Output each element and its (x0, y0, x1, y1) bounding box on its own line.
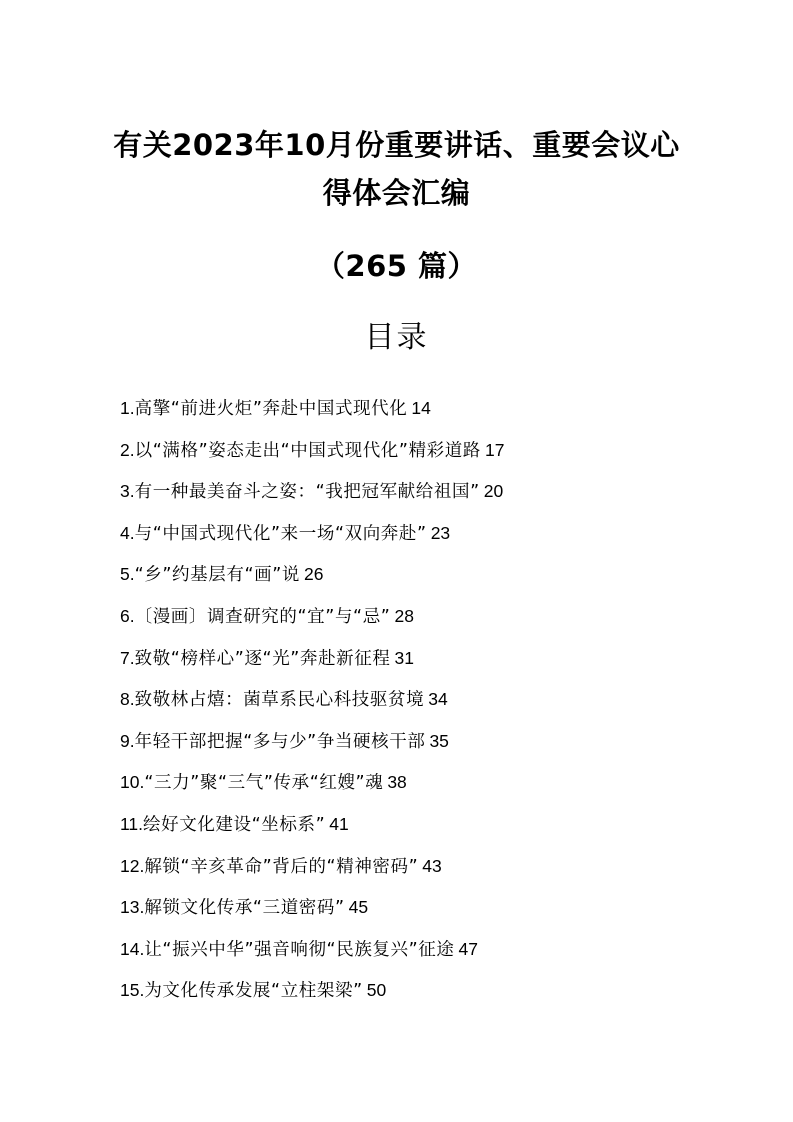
toc-item-number: 6. (120, 605, 135, 626)
toc-item[interactable] (120, 436, 680, 478)
toc-item-page: 50 (366, 980, 387, 1001)
toc-item-page: 45 (348, 897, 369, 918)
document-title-line-1: 有关2023年10月份重要讲话、重要会议心 (113, 128, 680, 162)
toc-item[interactable] (120, 477, 680, 519)
toc-item-title: “三力”聚“三气”传承“红嫂”魂 (144, 773, 384, 794)
toc-heading: 目录 (364, 320, 429, 355)
toc-item[interactable] (120, 852, 680, 894)
toc-item-title: 〔漫画〕调查研究的“宜”与“忌” (134, 606, 391, 627)
toc-item-title: 与“中国式现代化”来一场“双向奔赴” (134, 523, 427, 544)
toc-item-title: 以“满格”姿态走出“中国式现代化”精彩道路 (134, 440, 481, 461)
toc-item[interactable] (120, 727, 680, 769)
toc-item-number: 11. (120, 813, 144, 834)
toc-item-title: 致敬林占熺：菌草系民心科技驱贫境 (134, 690, 425, 711)
toc-item-number: 4. (120, 522, 135, 543)
toc-item-number: 14. (120, 938, 145, 959)
toc-item[interactable] (120, 602, 680, 644)
toc-item-title: “乡”约基层有“画”说 (134, 565, 300, 586)
toc-item-number: 12. (120, 855, 145, 876)
toc-item-number: 13. (120, 897, 145, 918)
toc-item-page: 47 (458, 938, 478, 959)
table-of-contents (120, 394, 680, 1018)
toc-item-page: 20 (483, 481, 504, 502)
article-count: （265 篇） (315, 249, 478, 283)
toc-item-page: 41 (329, 813, 349, 834)
toc-item-page: 28 (394, 605, 414, 626)
toc-item[interactable] (120, 685, 680, 727)
toc-item-number: 3. (120, 481, 135, 502)
toc-item-page: 14 (411, 398, 431, 418)
toc-item-number: 8. (120, 689, 135, 710)
toc-item-number: 1. (120, 398, 135, 418)
toc-item-page: 35 (429, 730, 449, 751)
toc-item[interactable] (120, 394, 680, 436)
toc-item-title: 为文化传承发展“立柱架梁” (144, 981, 363, 1002)
toc-item-title: 高擎“前进火炬”奔赴中国式现代化 (134, 399, 408, 419)
toc-item-page: 23 (430, 522, 451, 543)
document-title-line-2: 得体会汇编 (322, 176, 471, 210)
toc-item-number: 5. (120, 564, 135, 585)
toc-item-title: 绘好文化建设“坐标系” (143, 814, 326, 835)
toc-item[interactable] (120, 768, 680, 810)
toc-item[interactable] (120, 935, 680, 977)
toc-item[interactable] (120, 893, 680, 935)
toc-item-page: 34 (428, 689, 448, 710)
toc-item-title: 解锁文化传承“三道密码” (144, 898, 345, 919)
toc-item[interactable] (120, 519, 680, 561)
toc-item-page: 43 (422, 855, 442, 876)
toc-item-number: 7. (120, 647, 135, 668)
toc-item-number: 10. (120, 772, 145, 793)
toc-item-page: 26 (303, 564, 324, 585)
toc-item-title: 有一种最美奋斗之姿：“我把冠军献给祖国” (134, 482, 480, 503)
toc-item-page: 31 (394, 647, 414, 668)
toc-item[interactable] (120, 976, 680, 1018)
toc-item-number: 15. (120, 980, 145, 1001)
toc-item[interactable] (120, 560, 680, 602)
toc-item[interactable] (120, 810, 680, 852)
toc-item-title: 致敬“榜样心”逐“光”奔赴新征程 (134, 648, 391, 669)
toc-item-number: 2. (120, 439, 135, 460)
toc-item[interactable] (120, 644, 680, 686)
toc-item-page: 17 (484, 439, 505, 460)
toc-item-title: 解锁“辛亥革命”背后的“精神密码” (144, 856, 419, 877)
toc-item-page: 38 (387, 772, 407, 793)
toc-item-title: 让“振兴中华”强音响彻“民族复兴”征途 (144, 939, 455, 960)
toc-item-title: 年轻干部把握“多与少”争当硬核干部 (134, 731, 426, 752)
toc-item-number: 9. (120, 730, 135, 751)
